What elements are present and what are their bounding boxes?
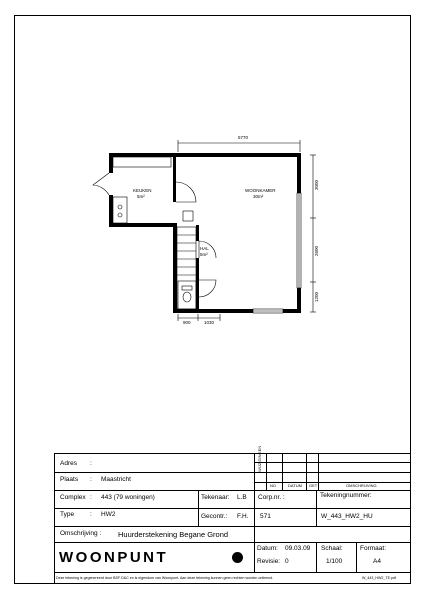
adres-label: Adres	[60, 460, 77, 467]
wall-kitchen-divider	[173, 157, 176, 202]
gecontr-label: Gecontr.:	[201, 513, 228, 520]
door-swing-kitchen	[176, 182, 196, 202]
footer-filename: W_443_HW2_TE.pdf	[362, 576, 396, 580]
revisie-value: 0	[285, 558, 289, 565]
adres-separator: :	[90, 460, 92, 467]
col-no: NO	[270, 483, 276, 488]
plaats-label: Plaats	[60, 476, 79, 483]
type-value: HW2	[101, 511, 116, 518]
type-separator: :	[90, 511, 92, 518]
tekenaar-value: L.B	[237, 494, 247, 501]
col-datum: DATUM	[288, 483, 302, 488]
room-label-hal: HAL	[200, 246, 209, 251]
type-label: Type	[60, 511, 75, 518]
wall-east-lower	[297, 288, 301, 313]
wall-west-upper	[109, 153, 113, 173]
wall-south-left	[173, 309, 253, 313]
wall-east-upper	[297, 153, 301, 193]
schaal-label: Schaal:	[321, 545, 343, 552]
wall-west-hall	[173, 223, 177, 313]
plaats-separator: :	[90, 476, 92, 483]
wall-hall-lower	[196, 258, 199, 313]
wall-north	[109, 153, 301, 157]
dim-top-label: 5770	[238, 135, 249, 140]
corp-label: Corp.nr. :	[258, 494, 285, 501]
room-area-keuken: 5m²	[137, 194, 145, 199]
woonpunt-logo: WOONPUNT	[59, 549, 169, 566]
wijzigingen-label: WIJZIGINGEN	[257, 445, 262, 472]
staircase	[177, 227, 196, 309]
wall-hall-upper	[196, 225, 199, 241]
datum-label: Datum:	[257, 545, 278, 552]
wall-west-lower	[109, 195, 113, 227]
toilet-room	[178, 281, 196, 309]
tekeningnummer-label: Tekeningnummer:	[320, 492, 372, 499]
dim-right-1-label: 3000	[314, 179, 319, 190]
wall-kitchen-south	[109, 223, 175, 227]
complex-separator: :	[90, 494, 92, 501]
door-swing-front	[93, 173, 109, 195]
plaats-value: Maastricht	[101, 476, 131, 483]
kitchen-counter-top	[113, 157, 171, 167]
complex-label: Complex	[60, 494, 86, 501]
door-swing-toilet	[199, 280, 216, 297]
gecontr-value: F.H.	[237, 513, 249, 520]
footer-disclaimer: Deze tekening is gegenereerd door BSF D&C en is eigendom van Woonpunt. Aan deze tekening kunnen geen rechten worden ontleend.	[56, 576, 274, 580]
room-area-woonkamer: 30m²	[253, 194, 264, 199]
meter-cupboard	[183, 211, 193, 221]
revisie-label: Revisie:	[257, 558, 281, 565]
dim-bottom-1-label: 900	[183, 320, 191, 325]
formaat-value: A4	[373, 558, 381, 565]
logo-dot-icon	[232, 552, 243, 563]
dim-bottom-2-label: 1030	[204, 320, 215, 325]
kitchen-counter-side	[113, 197, 127, 223]
tekeningnummer-value: W_443_HW2_HU	[321, 513, 373, 520]
corp-value: 571	[260, 513, 271, 520]
room-area-hal: 5m²	[200, 252, 208, 257]
dim-right-2-label: 2600	[314, 245, 319, 256]
schaal-value: 1/100	[326, 558, 343, 565]
room-label-woonkamer: WOONKAMER	[245, 188, 276, 193]
col-omschrijving: OMSCHRIJVING	[346, 483, 377, 488]
dim-right-3-label: 1200	[314, 291, 319, 302]
complex-value: 443 (79 woningen)	[101, 494, 155, 501]
omschrijving-value: Huurderstekening Begane Grond	[118, 530, 229, 539]
room-label-keuken: KEUKEN	[133, 188, 152, 193]
tekenaar-label: Tekenaar:	[201, 494, 230, 501]
datum-value: 09.03.09	[285, 545, 311, 552]
col-get: GET	[309, 483, 318, 488]
omschrijving-label: Omschrijving :	[60, 530, 102, 537]
formaat-label: Formaat:	[360, 545, 387, 552]
toilet	[183, 292, 191, 302]
